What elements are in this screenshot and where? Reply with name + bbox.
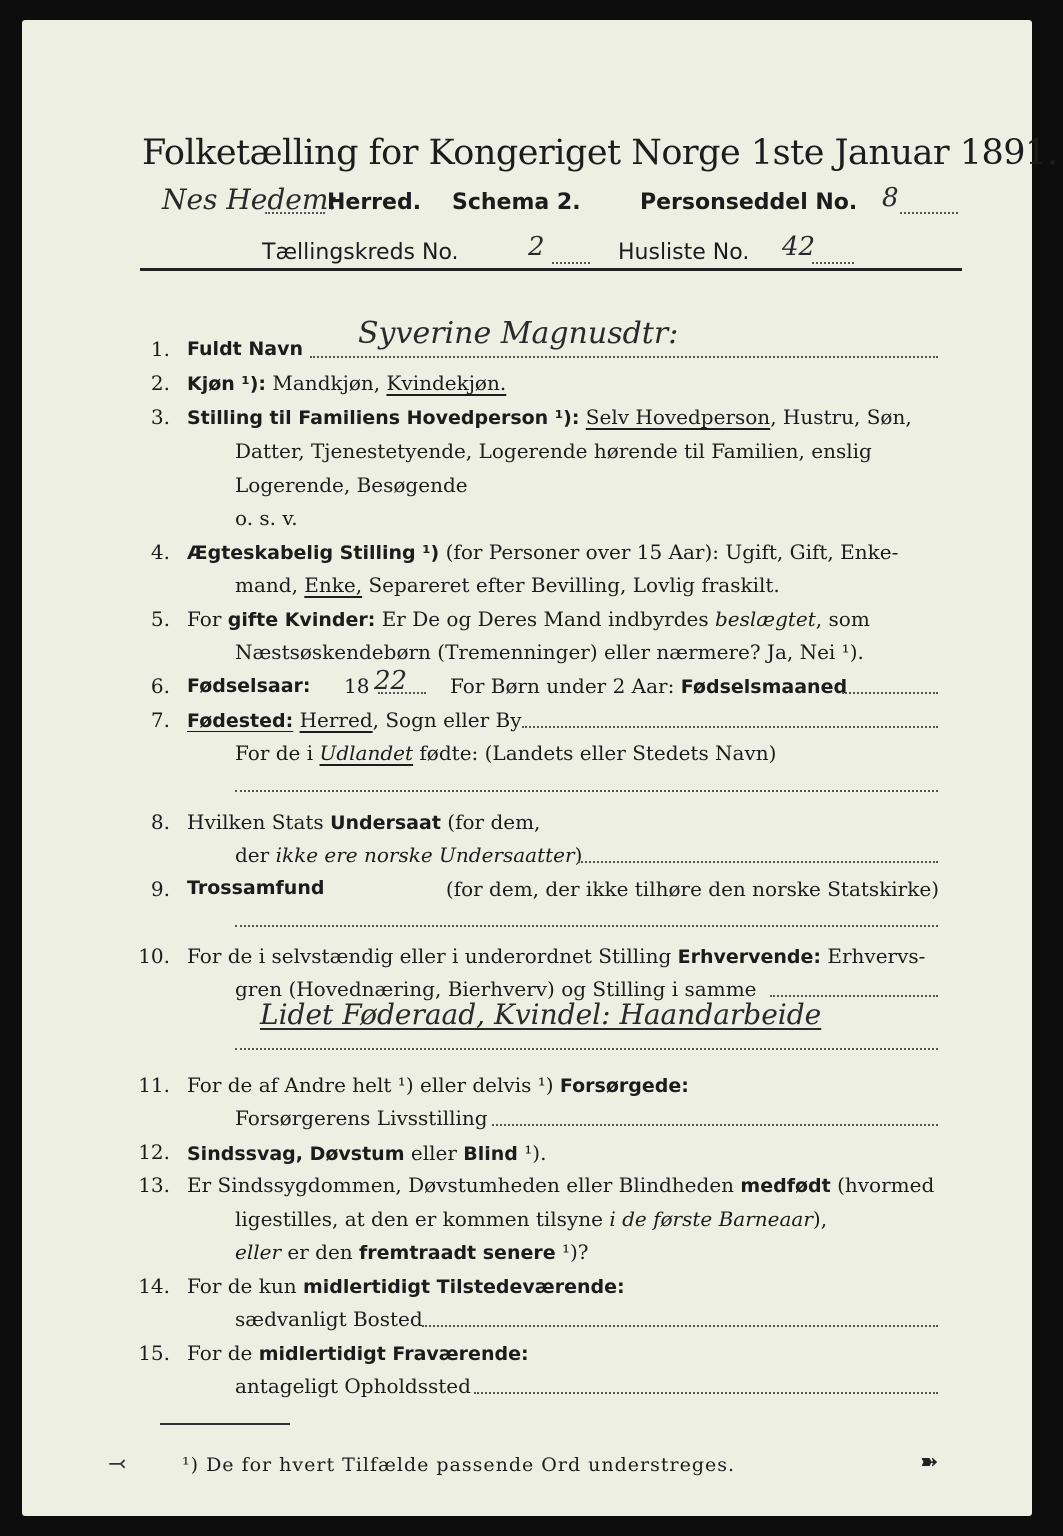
stats-text: Hvilken Stats: [187, 810, 324, 834]
form-title: Folketælling for Kongeriget Norge 1ste Januar 1891.: [142, 133, 1058, 173]
stilling-line-2: Datter, Tjenestetyende, Logerende hørende til Familien, enslig: [235, 439, 872, 463]
kjon-selected: Kvindekjøn.: [386, 371, 507, 395]
item-number: 3.: [150, 405, 170, 429]
erhvervende-label: Erhvervende:: [677, 946, 822, 968]
undersaat-label: Undersaat: [330, 812, 441, 834]
erhverv-text: Erhvervs-: [827, 944, 926, 968]
medfodt-text: i de første Barneaar: [609, 1207, 813, 1231]
fodselsaar-handwritten: 22: [374, 666, 408, 696]
herred-label: Herred.: [327, 190, 422, 215]
item-number: 6.: [150, 674, 170, 698]
sindssvag-text: Sindssvag, Døvstum: [187, 1143, 405, 1165]
item-number: 10.: [138, 944, 170, 968]
tilstede-text: For de kun: [187, 1274, 297, 1298]
fodested-selected: Herred: [299, 708, 373, 732]
gifte-text: beslægtet: [714, 607, 816, 631]
dotted-line: [474, 1392, 938, 1394]
fodested-options: , Sogn eller By: [372, 708, 522, 732]
husliste-label: Husliste No.: [618, 240, 750, 265]
medfodt-text: ),: [812, 1207, 828, 1231]
header-rule: [140, 268, 962, 271]
sindssvag-text: Blind: [463, 1143, 518, 1165]
item-number: 8.: [150, 810, 170, 834]
footnote-rule: [160, 1423, 290, 1425]
dotted-line: [842, 692, 938, 694]
erhverv-line-2: gren (Hovednæring, Bierhverv) og Stilling i samme: [235, 977, 757, 1001]
dotted-line: [422, 1325, 938, 1327]
forsorget-line-1: [187, 1073, 689, 1097]
egteskab-label: Ægteskabelig Stilling ¹): [187, 542, 440, 564]
egteskab-line-2: [235, 573, 780, 597]
herred-handwritten: Nes Hedem:: [162, 183, 338, 216]
tilstede-line-1: [187, 1274, 625, 1298]
kjon-label: Kjøn ¹):: [187, 373, 267, 395]
dotted-line: [578, 861, 938, 863]
stilling-line-4: o. s. v.: [235, 506, 298, 530]
egteskab-line-1: [187, 540, 898, 564]
item-number: 9.: [150, 877, 170, 901]
trossamfund-label: Trossamfund: [187, 877, 325, 899]
item-number: 7.: [150, 708, 170, 732]
fravaer-line-2: antageligt Opholdssted: [235, 1374, 471, 1398]
egteskab-text: Separeret efter Bevilling, Lovlig fraskilt.: [362, 573, 780, 597]
sindssvag-text: ¹).: [517, 1141, 547, 1165]
sindssvag-text: eller: [404, 1141, 464, 1165]
fuldt-navn-label: Fuldt Navn: [187, 338, 304, 360]
dotted-line: [265, 212, 325, 214]
forsorgede-label: Forsørgede:: [559, 1075, 689, 1097]
gifte-text: Er De og Deres Mand indbyrdes: [381, 607, 709, 631]
tellingskreds-number: 2: [528, 232, 545, 262]
medfodt-text: er den: [287, 1240, 353, 1264]
stats-text: ): [574, 843, 583, 867]
stilling-options: , Hustru, Søn,: [770, 405, 912, 429]
medfodt-text: ¹)?: [555, 1240, 589, 1264]
item-number: 13.: [138, 1173, 170, 1197]
item-number: 15.: [138, 1341, 170, 1365]
pen-mark-icon: ➽: [920, 1450, 939, 1475]
personseddel-label: Personseddel No.: [640, 190, 858, 215]
stilling-label: Stilling til Familiens Hovedperson ¹):: [187, 407, 580, 429]
stats-text: der: [235, 843, 270, 867]
erhverv-text: For de i selvstændig eller i underordnet Stilling: [187, 944, 672, 968]
dotted-line: [310, 356, 938, 358]
dotted-line: [770, 995, 938, 997]
item-number: 14.: [138, 1274, 170, 1298]
stats-text: ikke ere norske Undersaatter: [275, 843, 575, 867]
dotted-line: [522, 726, 938, 728]
medfodt-line-3: [235, 1240, 589, 1264]
tilstede-label: midlertidigt Tilstedeværende:: [302, 1276, 625, 1298]
kjon-line: [187, 371, 506, 395]
fodselsaar-prefix: 18: [344, 674, 370, 698]
senere-label: fremtraadt senere: [359, 1242, 556, 1264]
dotted-line: [492, 1124, 938, 1126]
stats-line-2: [235, 843, 582, 867]
dotted-line: [235, 790, 938, 792]
stats-text: (for dem,: [447, 810, 541, 834]
medfodt-line-2: [235, 1207, 827, 1231]
fodested-line-1: [187, 708, 522, 732]
forsorget-text: For de af Andre helt ¹) eller delvis ¹): [187, 1073, 554, 1097]
dotted-line: [900, 212, 958, 214]
fodested-line-2: [235, 741, 776, 765]
medfodt-text: Er Sindssygdommen, Døvstumheden eller Blindheden: [187, 1173, 735, 1197]
fodselsmaaned-label: Fødselsmaaned: [680, 676, 848, 698]
sindssvag-label: [187, 1141, 546, 1165]
fodested-text: For de i: [235, 741, 314, 765]
name-handwritten: Syverine Magnusdtr:: [358, 316, 679, 351]
tros-text: (for dem, der ikke tilhøre den norske Statskirke): [445, 877, 939, 901]
tilstede-line-2: sædvanligt Bosted: [235, 1307, 423, 1331]
gifte-line-1: [187, 607, 870, 631]
tros-line: [187, 877, 939, 901]
medfodt-text: (hvormed: [837, 1173, 935, 1197]
fodested-text: fødte: (Landets eller Stedets Navn): [419, 741, 777, 765]
pen-mark-icon: ⤙: [108, 1452, 127, 1477]
medfodt-text: ligestilles, at den er kommen tilsyne: [235, 1207, 603, 1231]
stats-line-1: [187, 810, 540, 834]
medfodt-line-1: [187, 1173, 934, 1197]
fravaer-label: midlertidigt Fraværende:: [258, 1343, 529, 1365]
item-number: 1.: [150, 337, 170, 361]
gifte-label: gifte Kvinder:: [227, 609, 376, 631]
item-number: 4.: [150, 540, 170, 564]
fodselsaar-label: Fødselsaar:: [187, 675, 311, 697]
dotted-line: [552, 262, 590, 264]
erhverv-handwritten: Lidet Føderaad, Kvindel: Haandarbeide: [260, 998, 822, 1031]
erhverv-line-1: [187, 944, 925, 968]
medfodt-text: eller: [235, 1240, 282, 1264]
gifte-text: For: [187, 607, 222, 631]
medfodt-label: medfødt: [740, 1175, 831, 1197]
fodested-label: Fødested:: [187, 710, 294, 732]
stilling-line-1: [187, 405, 912, 429]
census-form: [22, 20, 1058, 1516]
fravaer-text: For de: [187, 1341, 253, 1365]
personseddel-number: 8: [882, 183, 899, 213]
gifte-text: , som: [815, 607, 870, 631]
tellingskreds-label: Tællingskreds No.: [262, 240, 459, 265]
egteskab-selected: Enke,: [304, 573, 363, 597]
footnote: ¹) De for hvert Tilfælde passende Ord understreges.: [182, 1454, 736, 1476]
dotted-line: [812, 262, 854, 264]
born-text: For Børn under 2 Aar:: [450, 674, 675, 698]
egteskab-text: mand,: [235, 573, 305, 597]
gifte-line-2: Næstsøskendebørn (Tremenninger) eller nærmere? Ja, Nei ¹).: [235, 640, 864, 664]
schema-label: Schema 2.: [452, 190, 581, 215]
item-number: 11.: [138, 1073, 170, 1097]
born-line: [450, 674, 847, 698]
dotted-line: [235, 925, 938, 927]
fodested-text: Udlandet: [319, 741, 414, 765]
item-number: 2.: [150, 371, 170, 395]
item-number: 12.: [138, 1140, 170, 1164]
dotted-line: [378, 692, 426, 694]
item-number: 5.: [150, 607, 170, 631]
husliste-number: 42: [782, 232, 816, 262]
fravaer-line-1: [187, 1341, 529, 1365]
dotted-line: [235, 1048, 938, 1050]
kjon-options: Mandkjøn,: [272, 371, 381, 395]
egteskab-options: (for Personer over 15 Aar): Ugift, Gift, Enke-: [445, 540, 899, 564]
stilling-line-3: Logerende, Besøgende: [235, 473, 468, 497]
forsorget-line-2: Forsørgerens Livsstilling: [235, 1106, 488, 1130]
stilling-selected: Selv Hovedperson: [585, 405, 771, 429]
